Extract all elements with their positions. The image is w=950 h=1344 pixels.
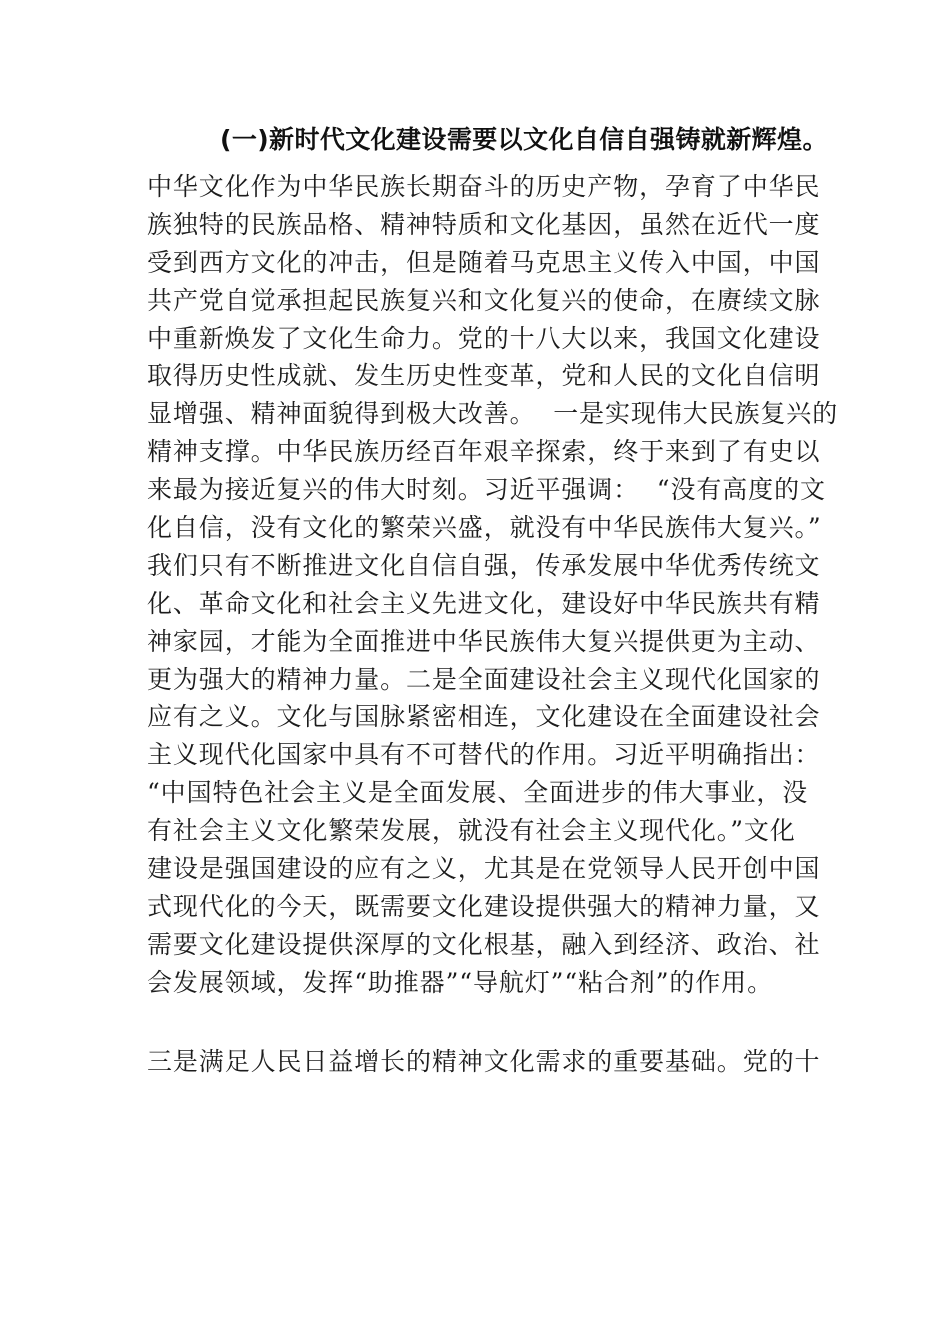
next-paragraph-line: 三是满足人民日益增长的精神文化需求的重要基础。党的十 <box>147 1047 821 1076</box>
paragraph-line: 更为强大的精神力量。二是全面建设社会主义现代化国家的 <box>147 664 821 694</box>
paragraph-line: 化、革命文化和社会主义先进文化，建设好中华民族共有精 <box>147 588 821 618</box>
paragraph-line: 我们只有不断推进文化自信自强，传承发展中华优秀传统文 <box>147 550 821 580</box>
paragraph-line: 化自信，没有文化的繁荣兴盛，就没有中华民族伟大复兴。” <box>147 513 822 543</box>
paragraph-line: 应有之义。文化与国脉紧密相连，文化建设在全面建设社会 <box>147 702 821 732</box>
paragraph-line: 会发展领域，发挥“助推器”“导航灯”“粘合剂”的作用。 <box>147 967 773 997</box>
paragraph-line: 建设是强国建设的应有之义，尤其是在党领导人民开创中国 <box>147 854 821 884</box>
paragraph-line: 显增强、精神面貌得到极大改善。 一是实现伟大民族复兴的 <box>147 399 839 429</box>
body-paragraph <box>147 168 839 1002</box>
paragraph-line: 取得历史性成就、发生历史性变革，党和人民的文化自信明 <box>147 361 821 391</box>
paragraph-line: 中重新焕发了文化生命力。党的十八大以来，我国文化建设 <box>147 323 821 353</box>
paragraph-line: 来最为接近复兴的伟大时刻。习近平强调： “没有高度的文 <box>147 475 826 505</box>
paragraph-line: 共产党自觉承担起民族复兴和文化复兴的使命，在赓续文脉 <box>147 285 821 315</box>
paragraph-line: 族独特的民族品格、精神特质和文化基因，虽然在近代一度 <box>147 209 821 239</box>
paragraph-line: 精神支撑。中华民族历经百年艰辛探索，终于来到了有史以 <box>147 437 821 467</box>
paragraph-line: 主义现代化国家中具有不可替代的作用。习近平明确指出： <box>147 740 821 770</box>
paragraph-line: 受到西方文化的冲击，但是随着马克思主义传入中国，中国 <box>147 247 821 277</box>
paragraph-line: 中华文化作为中华民族长期奋斗的历史产物，孕育了中华民 <box>147 172 821 201</box>
section-heading: (一)新时代文化建设需要以文化自信自强铸就新辉煌。 <box>220 125 828 154</box>
paragraph-line: 神家园，才能为全面推进中华民族伟大复兴提供更为主动、 <box>147 626 821 656</box>
paragraph-line: 有社会主义文化繁荣发展，就没有社会主义现代化。”文化 <box>147 816 796 846</box>
paragraph-line: 需要文化建设提供深厚的文化根基，融入到经济、政治、社 <box>147 929 821 959</box>
paragraph-line: “中国特色社会主义是全面发展、全面进步的伟大事业，没 <box>147 778 809 808</box>
paragraph-line: 式现代化的今天，既需要文化建设提供强大的精神力量，又 <box>147 891 821 921</box>
